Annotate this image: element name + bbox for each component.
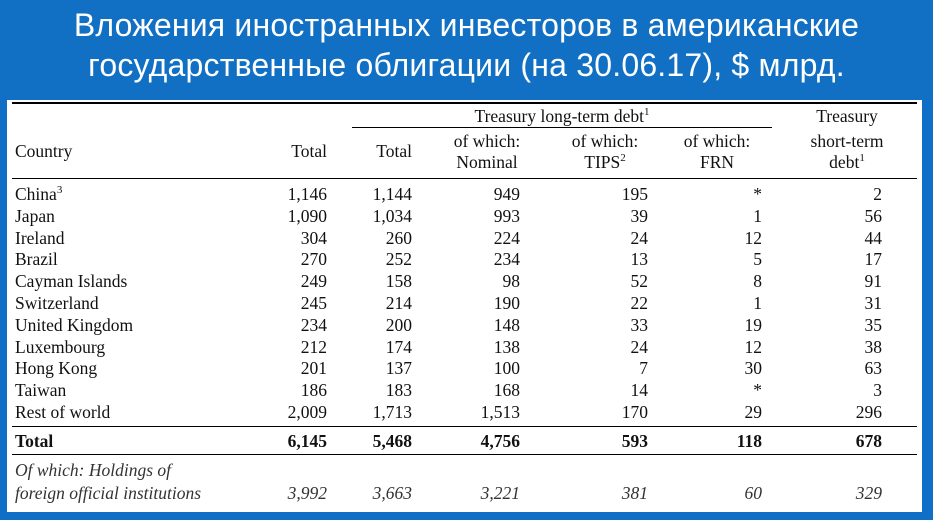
cell-country: Taiwan [15,380,67,401]
cell-frn: 5 [753,249,762,270]
total-short: 678 [855,431,882,451]
official-frn: 60 [744,483,762,503]
cell-nominal: 100 [493,358,520,379]
cell-tips: 170 [621,402,648,422]
cell-nominal: 993 [493,205,520,226]
cell-short: 56 [864,205,882,226]
cell-country: Luxembourg [15,336,106,357]
cell-frn: * [753,184,762,204]
cell-nominal: 949 [493,184,520,204]
official-lt-total: 3,663 [372,483,412,503]
cell-country: Japan [15,205,55,226]
official-short: 329 [855,483,882,503]
cell-country: Cayman Islands [15,271,128,292]
official-nominal: 3,221 [480,483,520,503]
cell-tips: 22 [630,293,648,313]
cell-nominal: 234 [493,249,520,270]
cell-tips: 195 [621,184,648,204]
cell-nominal: 168 [493,380,520,401]
cell-frn: 29 [744,402,762,422]
title-line-2: государственные облигации (на 30.06.17), $ млрд. [88,47,845,83]
cell-tips: 13 [630,249,648,270]
cell-total: 201 [300,358,327,379]
cell-total: 1,146 [287,184,327,204]
cell-tips: 24 [630,227,648,248]
cell-lt-total: 137 [385,358,412,379]
cell-tips: 52 [630,271,648,292]
cell-total: 186 [300,380,327,401]
cell-total: 212 [300,336,327,357]
header-short-3: debt$^1$ [829,152,865,172]
cell-country: Hong Kong [15,358,98,379]
cell-total: 249 [300,271,327,292]
cell-nominal: 1,513 [480,402,520,422]
header-tips-1: of which: [571,131,639,151]
table-top-rule [12,102,917,104]
title-line-1: Вложения иностранных инвесторов в американские [73,7,860,43]
total-top-rule [12,426,917,427]
cell-total: 304 [300,227,327,248]
cell-lt-total: 158 [385,271,412,292]
header-short-1: Treasury [816,106,878,126]
total-country: Total [15,431,54,451]
cell-nominal: 98 [502,271,520,292]
cell-nominal: 138 [493,336,520,357]
cell-frn: 8 [753,271,762,292]
cell-country: China$^3$ [15,184,63,204]
cell-country: Brazil [15,249,58,270]
cell-country: Switzerland [15,293,99,313]
cell-total: 245 [300,293,327,313]
cell-frn: 1 [753,293,762,313]
cell-tips: 14 [630,380,648,401]
cell-lt-total: 1,144 [372,184,412,204]
cell-short: 38 [864,336,882,357]
cell-short: 35 [864,314,882,335]
header-nominal-1: of which: [453,131,521,151]
official-label-1: Of which: Holdings of [15,460,172,480]
header-nominal-2: Nominal [456,152,518,172]
cell-short: 31 [864,293,882,313]
cell-tips: 7 [639,358,648,379]
cell-nominal: 190 [493,293,520,313]
cell-country: Ireland [15,227,65,248]
total-total: 6,145 [287,431,327,451]
holdings-table [7,100,922,512]
header-long-term-group: Treasury long-term debt$^1$ [474,106,650,126]
header-tips-2: TIPS$^2$ [584,152,626,172]
total-bottom-rule [12,454,917,455]
cell-lt-total: 214 [385,293,412,313]
cell-tips: 39 [630,205,648,226]
cell-lt-total: 1,713 [372,402,412,422]
cell-frn: * [753,380,762,401]
total-tips: 593 [621,431,648,451]
cell-lt-total: 1,034 [372,205,412,226]
header-lt-total: Total [376,141,412,161]
header-frn-1: of which: [683,131,751,151]
cell-frn: 1 [753,205,762,226]
cell-nominal: 224 [493,227,520,248]
cell-total: 2,009 [287,402,327,422]
title-banner [0,0,933,100]
cell-short: 63 [864,358,882,379]
cell-short: 44 [864,227,882,248]
cell-short: 2 [873,184,882,204]
cell-frn: 12 [744,336,762,357]
cell-country: United Kingdom [15,314,134,335]
header-total: Total [291,141,327,161]
header-frn-2: FRN [699,152,735,172]
cell-lt-total: 200 [385,314,412,335]
header-short-2: short-term [810,131,884,151]
official-tips: 381 [621,483,648,503]
header-bottom-rule [12,178,917,179]
cell-short: 91 [864,271,882,292]
total-nominal: 4,756 [480,431,520,451]
official-label-2: foreign official institutions [15,483,202,503]
group-rule [352,127,772,128]
cell-lt-total: 260 [385,227,412,248]
cell-frn: 30 [744,358,762,379]
official-total: 3,992 [287,483,327,503]
cell-frn: 12 [744,227,762,248]
cell-lt-total: 183 [385,380,412,401]
cell-country: Rest of world [15,402,111,422]
cell-tips: 24 [630,336,648,357]
cell-tips: 33 [630,314,648,335]
cell-nominal: 148 [493,314,520,335]
cell-short: 3 [873,380,882,401]
cell-lt-total: 252 [385,249,412,270]
cell-frn: 19 [744,314,762,335]
cell-short: 17 [864,249,882,270]
cell-lt-total: 174 [385,336,412,357]
header-country: Country [15,141,73,161]
cell-total: 1,090 [287,205,327,226]
cell-total: 234 [300,314,327,335]
cell-short: 296 [855,402,882,422]
total-frn: 118 [736,431,762,451]
total-lt-total: 5,468 [372,431,412,451]
cell-total: 270 [300,249,327,270]
